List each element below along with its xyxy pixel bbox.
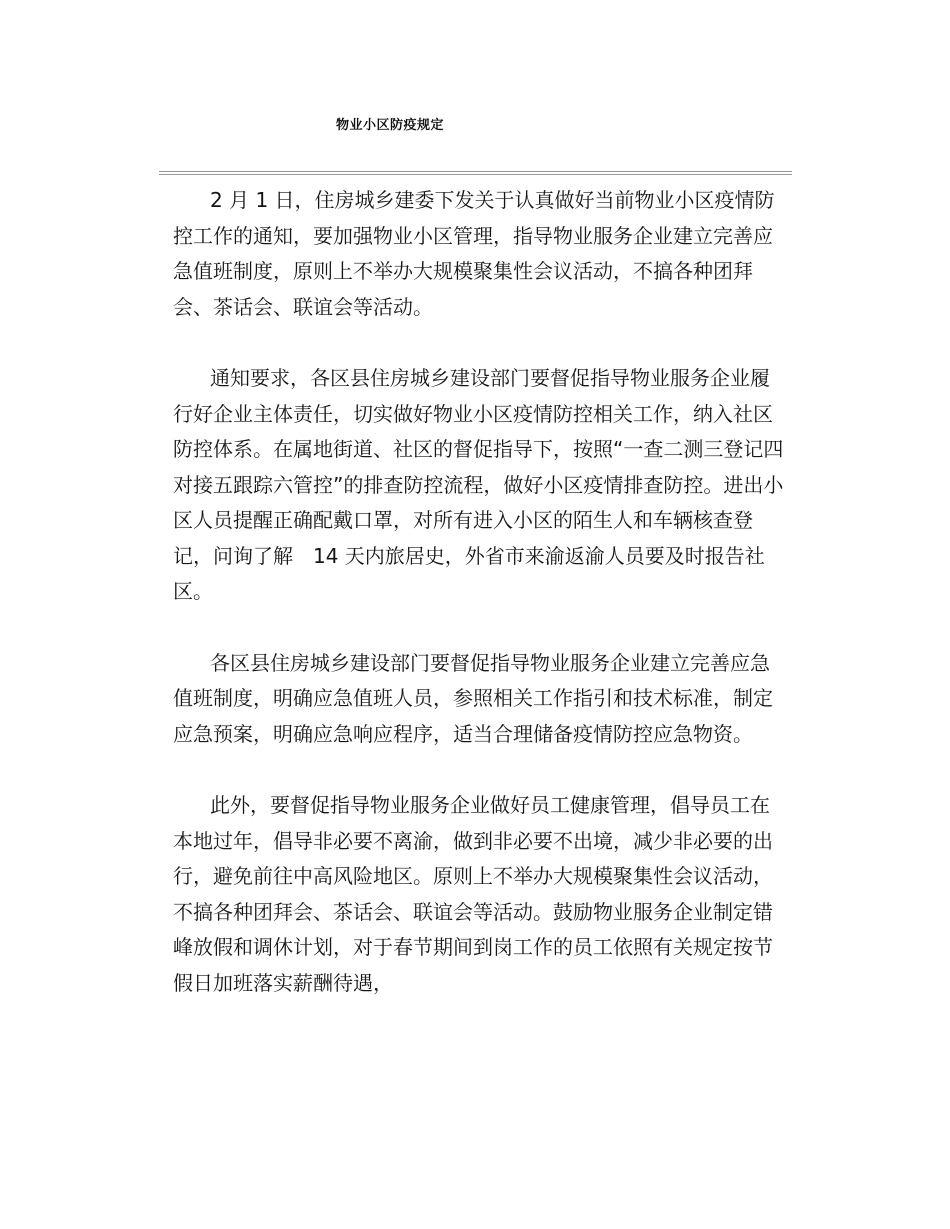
document-title: 物业小区防疫规定 — [336, 118, 445, 133]
paragraph-1: 2 月 1 日，住房城乡建委下发关于认真做好当前物业小区疫情防控工作的通知，要加强物业小区管理，指导物业服务企业建立完善应急值班制度，原则上不举办大规模聚集性会议活动，不搞各种团拜会、茶话会、联谊会等活动。 — [173, 188, 775, 319]
document-body — [173, 183, 785, 1001]
paragraph-2: 通知要求，各区县住房城乡建设部门要督促指导物业服务企业履行好企业主体责任，切实做好物业小区疫情防控相关工作，纳入社区防控体系。在属地街道、社区的督促指导下，按照“一查二测三登记四对接五跟踪六管控”的排查防控流程，做好小区疫情排查防控。进出小区人员提醒正确配戴口罩，对所有进入小区的陌生人和车辆核查登记，问询了解 14 天内旅居史，外省市来渝返渝人员要及时报告社区。 — [173, 366, 784, 603]
paragraph-3: 各区县住房城乡建设部门要督促指导物业服务企业建立完善应急值班制度，明确应急值班人员，参照相关工作指引和技术标准，制定应急预案，明确应急响应程序，适当合理储备疫情防控应急物资。 — [173, 650, 773, 746]
paragraph-4: 此外，要督促指导物业服务企业做好员工健康管理，倡导员工在本地过年，倡导非必要不离渝，做到非必要不出境，减少非必要的出行，避免前往中高风险地区。原则上不举办大规模聚集性会议活动，不搞各种团拜会、茶话会、联谊会等活动。鼓励物业服务企业制定错峰放假和调休计划，对于春节期间到岗工作的员工依照有关规定按节假日加班落实薪酬待遇， — [173, 793, 773, 995]
title-divider — [159, 171, 792, 175]
